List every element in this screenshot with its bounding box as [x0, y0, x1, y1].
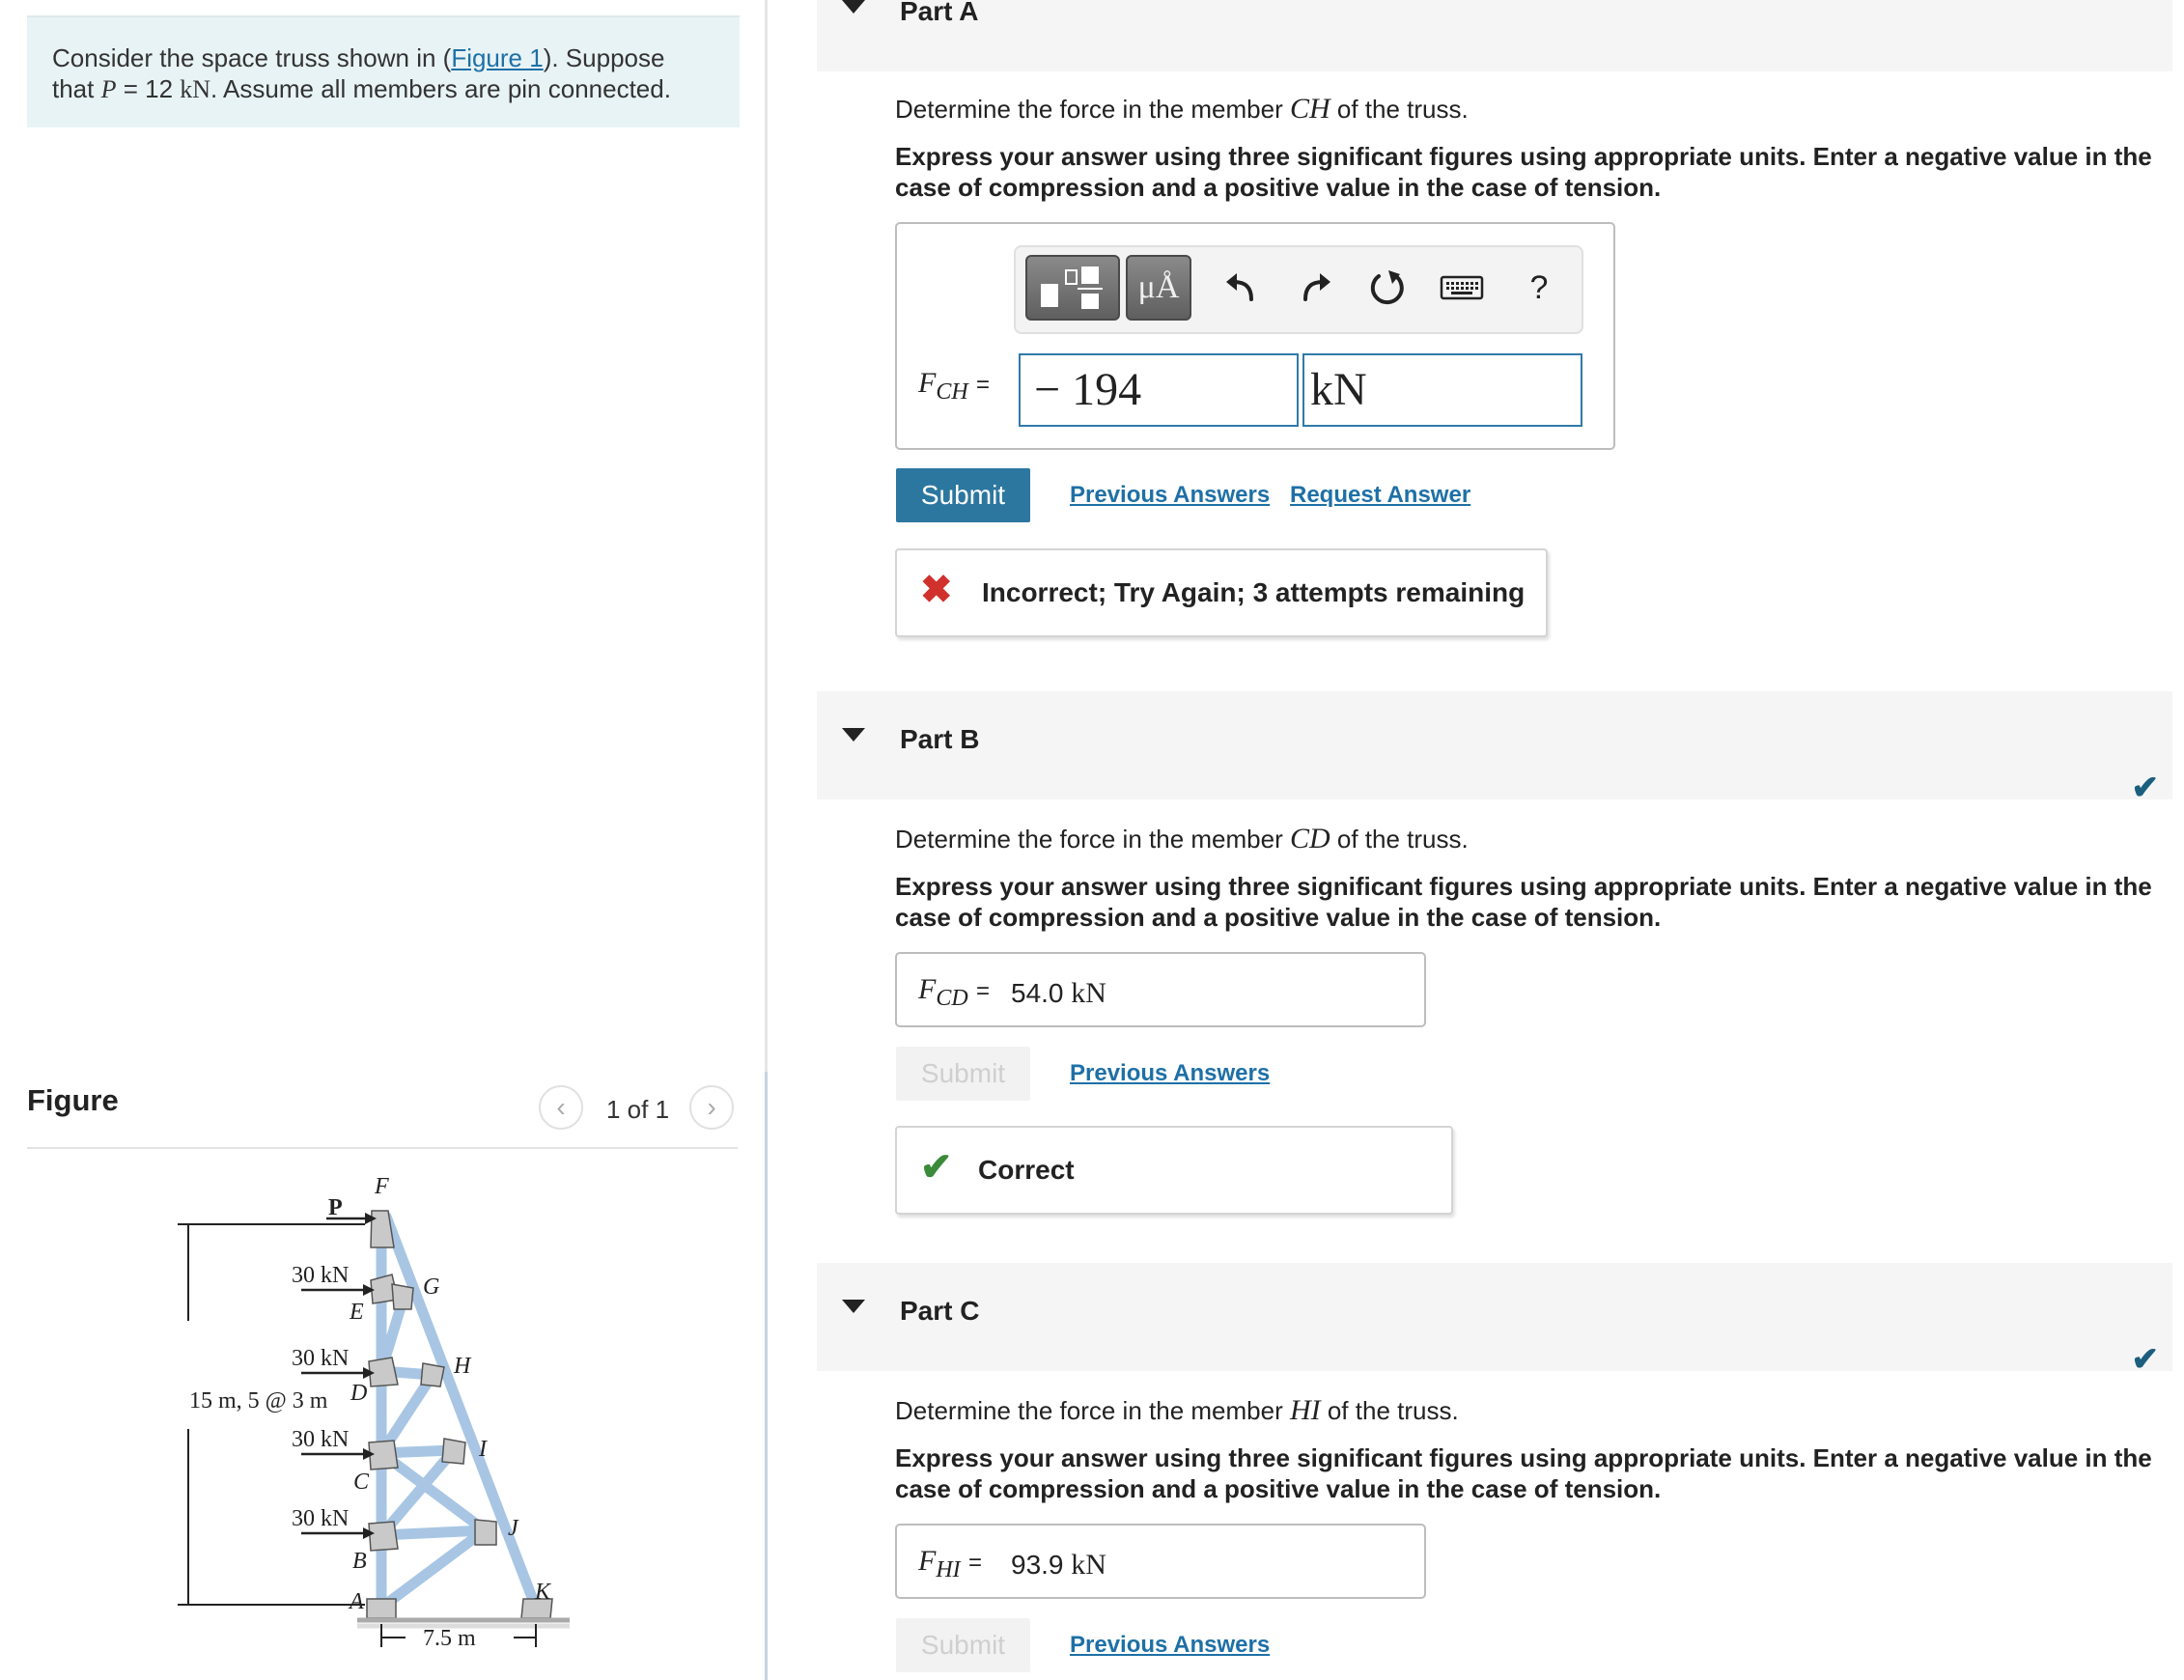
problem-text: that [52, 74, 101, 103]
answer-value [1011, 977, 1106, 1010]
label-main: F [918, 367, 937, 399]
submit-button-disabled: Submit [896, 1047, 1030, 1101]
part-a-answer-area [895, 222, 1615, 450]
previous-answers-link[interactable]: Previous Answers [1070, 1060, 1271, 1086]
label-sub: CH [936, 379, 968, 405]
correct-feedback [895, 1126, 1453, 1215]
feedback-text: Correct [978, 1155, 1075, 1185]
value-input[interactable]: − 194 [1019, 353, 1299, 427]
fraction-template-icon [1027, 257, 1118, 319]
part-a-question [895, 93, 1469, 126]
load-label: 30 kN [292, 1263, 350, 1288]
question-text: Determine the force in the member [895, 1396, 1290, 1425]
question-text: of the truss. [1330, 95, 1469, 124]
value-text: 54.0 [1011, 978, 1064, 1008]
problem-text: Consider the space truss shown in ( [52, 43, 452, 72]
label-j: J [508, 1516, 518, 1541]
redo-icon [1296, 268, 1334, 307]
check-icon: ✔ [920, 1146, 953, 1189]
unit-input[interactable]: kN [1302, 353, 1582, 427]
label-a: A [350, 1589, 364, 1614]
label-i: I [479, 1437, 487, 1462]
label-c: C [353, 1470, 370, 1495]
label-f: F [375, 1174, 389, 1199]
previous-answers-link[interactable]: Previous Answers [1070, 1632, 1271, 1658]
chevron-right-icon: › [707, 1092, 716, 1122]
chevron-left-icon: ‹ [556, 1092, 566, 1122]
truss-members [381, 1217, 536, 1608]
label-d: D [350, 1381, 368, 1406]
problem-text: ). Suppose [543, 43, 665, 72]
member-name: CD [1289, 823, 1330, 854]
keyboard-icon [1440, 273, 1484, 302]
part-a-header[interactable] [817, 0, 2172, 71]
part-b-question [895, 823, 1469, 855]
problem-text: = 12 [116, 74, 181, 103]
figure-divider [27, 1147, 738, 1149]
part-c-instructions: Express your answer using three significant figures using appropriate units. Enter a negative value in the case of compression and a positive value in the case of tension. [895, 1443, 2152, 1503]
undo-icon [1222, 268, 1261, 307]
reset-icon [1365, 266, 1408, 309]
submit-button[interactable]: Submit [896, 468, 1030, 522]
figure-prev-button[interactable] [539, 1085, 583, 1130]
figure-pager-text: 1 of 1 [606, 1095, 670, 1124]
label-sub: CD [936, 986, 968, 1011]
member-name: HI [1289, 1394, 1321, 1426]
submit-button-disabled: Submit [896, 1618, 1030, 1672]
question-text: Determine the force in the member [895, 825, 1290, 854]
help-icon: ? [1529, 268, 1549, 306]
part-b-instructions: Express your answer using three significant figures using appropriate units. Enter a negative value in the case of compression and a positive value in the case of tension. [895, 872, 2152, 932]
load-label: 30 kN [292, 1506, 350, 1531]
feedback-text: Incorrect; Try Again; 3 attempts remaining [982, 577, 1526, 607]
figure-next-button[interactable] [689, 1085, 734, 1130]
height-dimension-label: 15 m, 5 @ 3 m [189, 1388, 328, 1414]
load-label: 30 kN [292, 1346, 350, 1371]
truss-dimension-lines [178, 1224, 536, 1647]
label-e: E [350, 1300, 364, 1325]
checkmark-icon: ✔ [2131, 770, 2159, 806]
part-a-title: Part A [900, 0, 979, 26]
truss-figure [174, 1168, 579, 1680]
answer-label [918, 973, 990, 1012]
label-k: K [535, 1580, 551, 1605]
part-c-question [895, 1394, 1459, 1427]
incorrect-feedback [895, 548, 1548, 637]
question-text: Determine the force in the member [895, 95, 1290, 124]
answer-label [918, 367, 990, 406]
equals-sign: = [976, 978, 991, 1004]
unit-text: kN [1071, 1549, 1106, 1581]
part-b-title: Part B [900, 724, 980, 754]
question-text: of the truss. [1320, 1396, 1459, 1425]
label-main: F [918, 1545, 937, 1577]
previous-answers-link[interactable]: Previous Answers [1070, 482, 1271, 508]
part-a-instructions: Express your answer using three significant figures using appropriate units. Enter a negative value in the case of compression and a positive value in the case of tension. [895, 142, 2152, 202]
load-label: 30 kN [292, 1427, 350, 1452]
caret-down-icon [842, 728, 865, 742]
part-c-answer [895, 1524, 1426, 1599]
templates-button[interactable] [1025, 255, 1120, 321]
request-answer-link[interactable]: Request Answer [1290, 482, 1471, 508]
part-b-header[interactable] [817, 691, 2172, 806]
equals-sign: = [976, 372, 991, 398]
problem-statement [27, 15, 740, 127]
part-b-answer [895, 952, 1426, 1027]
x-icon: ✖ [920, 569, 953, 611]
units-label: μÅ [1137, 269, 1180, 305]
label-main: F [918, 973, 937, 1005]
equals-sign: = [968, 1550, 983, 1576]
pane-splitter-handle[interactable] [765, 1072, 768, 1680]
figure-title: Figure [27, 1083, 119, 1117]
redo-button[interactable] [1286, 259, 1344, 317]
keyboard-button[interactable] [1433, 259, 1491, 317]
reset-button[interactable] [1358, 259, 1415, 317]
value-text: 93.9 [1011, 1550, 1064, 1580]
caret-down-icon [842, 1300, 865, 1313]
units-button[interactable] [1126, 255, 1191, 321]
figure-link[interactable]: Figure 1 [451, 43, 544, 72]
question-text: of the truss. [1330, 825, 1469, 854]
undo-button[interactable] [1213, 259, 1271, 317]
unit-text: kN [1071, 977, 1106, 1009]
problem-text: . Assume all members are pin connected. [210, 74, 671, 103]
answer-value [1011, 1549, 1106, 1582]
label-g: G [423, 1274, 440, 1300]
left-pane [0, 0, 763, 1680]
member-name: CH [1289, 93, 1330, 125]
label-h: H [454, 1354, 471, 1379]
label-sub: HI [936, 1557, 961, 1582]
variable-p: P [100, 75, 117, 103]
part-c-header[interactable] [817, 1263, 2172, 1378]
label-b: B [352, 1549, 367, 1574]
caret-down-icon [842, 0, 865, 14]
help-button[interactable] [1510, 259, 1568, 317]
label-p: P [328, 1195, 343, 1220]
checkmark-icon: ✔ [2131, 1341, 2159, 1378]
unit-kn: kN [180, 75, 211, 103]
part-c-title: Part C [900, 1296, 980, 1326]
answer-label [918, 1545, 982, 1583]
math-toolbar [1014, 245, 1583, 334]
base-dimension-label: 7.5 m [423, 1626, 476, 1651]
